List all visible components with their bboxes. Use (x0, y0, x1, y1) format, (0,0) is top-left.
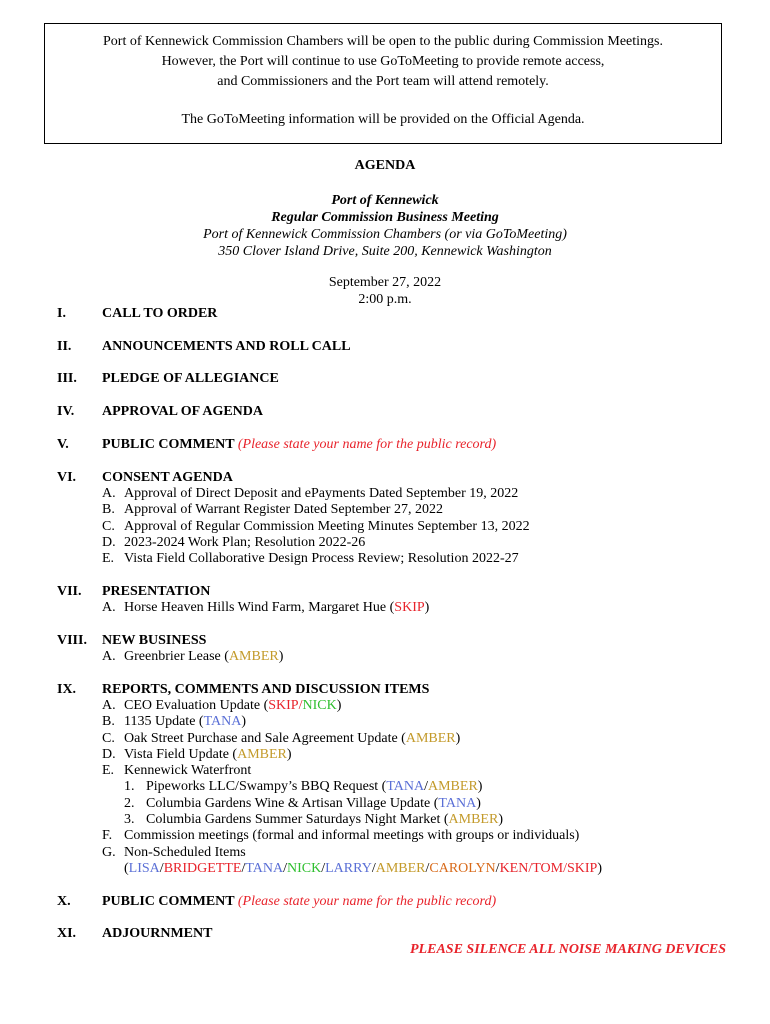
section-number: II. (57, 339, 72, 354)
section-number: V. (57, 437, 69, 452)
meeting-location: Port of Kennewick Commission Chambers (or via GoToMeeting) (203, 227, 567, 242)
list-item: B. Approval of Warrant Register Dated September 27, 2022 (102, 502, 443, 518)
list-item: G. Non-Scheduled Items (102, 844, 246, 860)
new-business-items (102, 649, 283, 665)
agenda-heading: AGENDA (354, 158, 416, 173)
section-title: CALL TO ORDER (102, 306, 218, 321)
notice-line-2: However, the Port will continue to use GoToMeeting to provide remote access, (161, 54, 605, 69)
list-item: B. 1135 Update (TANA) (102, 714, 247, 730)
list-item: 3. Columbia Gardens Summer Saturdays Night Market (AMBER) (124, 812, 503, 828)
section-number: IX. (57, 682, 77, 697)
list-item: D. Vista Field Update (AMBER) (102, 746, 292, 762)
section-title: ADJOURNMENT (102, 926, 213, 941)
section-title: NEW BUSINESS (102, 633, 207, 648)
meeting-date: September 27, 2022 (328, 275, 442, 290)
list-item: A. Greenbrier Lease (AMBER) (102, 649, 284, 664)
meeting-address: 350 Clover Island Drive, Suite 200, Kennewick Washington (218, 244, 552, 259)
list-item: C. Approval of Regular Commission Meeting Minutes September 13, 2022 (102, 518, 530, 534)
section-number: III. (57, 371, 77, 386)
section-title: PLEDGE OF ALLEGIANCE (102, 371, 279, 386)
section-title: CONSENT AGENDA (102, 470, 233, 485)
meeting-type: Regular Commission Business Meeting (271, 210, 499, 225)
section-title: REPORTS, COMMENTS AND DISCUSSION ITEMS (102, 682, 430, 697)
section-title-text: PUBLIC COMMENT (102, 894, 235, 909)
public-comment-note: (Please state your name for the public record) (237, 894, 497, 909)
section-title (102, 894, 496, 910)
list-item: 1. Pipeworks LLC/Swampy’s BBQ Request (TANA/AMBER) (124, 779, 483, 795)
tag-skip: SKIP (394, 600, 425, 615)
section-title-text: PUBLIC COMMENT (102, 437, 235, 452)
notice-line-1: Port of Kennewick Commission Chambers will be open to the public during Commission Meetings. (103, 34, 663, 49)
public-notice-box (44, 23, 722, 144)
list-item: E. Vista Field Collaborative Design Process Review; Resolution 2022-27 (102, 551, 519, 567)
org-name: Port of Kennewick (331, 193, 439, 208)
section-number: IV. (57, 404, 75, 419)
section-title (102, 437, 496, 453)
tag-amber: AMBER (228, 649, 279, 664)
public-comment-note: (Please state your name for the public record) (237, 437, 497, 452)
list-item-names: (LISA/BRIDGETTE/TANA/NICK/LARRY/AMBER/CAROLYN/KEN/TOM/SKIP) (124, 860, 603, 876)
section-title: ANNOUNCEMENTS AND ROLL CALL (102, 339, 351, 354)
list-item: D. 2023-2024 Work Plan; Resolution 2022-26 (102, 534, 366, 550)
presentation-items (102, 600, 429, 616)
section-title: PRESENTATION (102, 584, 211, 599)
silence-devices-notice: PLEASE SILENCE ALL NOISE MAKING DEVICES (410, 942, 726, 957)
section-number: XI. (57, 926, 77, 941)
section-number: VI. (57, 470, 77, 485)
section-number: VII. (57, 584, 82, 599)
list-item: A. Approval of Direct Deposit and ePayments Dated September 19, 2022 (102, 486, 519, 501)
meeting-time: 2:00 p.m. (358, 292, 412, 307)
list-item: 2. Columbia Gardens Wine & Artisan Village Update (TANA) (124, 795, 481, 811)
waterfront-subitems (102, 779, 602, 828)
reports-items (102, 698, 602, 877)
notice-line-4: The GoToMeeting information will be provided on the Official Agenda. (181, 112, 585, 127)
section-number: I. (57, 306, 66, 321)
list-item: F. Commission meetings (formal and informal meetings with groups or individuals) (102, 828, 580, 844)
consent-items (102, 486, 530, 567)
list-item: A. CEO Evaluation Update (SKIP/NICK) (102, 698, 342, 713)
notice-line-3: and Commissioners and the Port team will attend remotely. (217, 74, 549, 89)
section-number: VIII. (57, 633, 87, 648)
list-item: A. Horse Heaven Hills Wind Farm, Margaret Hue (SKIP) (102, 600, 430, 615)
section-title: APPROVAL OF AGENDA (102, 404, 264, 419)
section-number: X. (57, 894, 71, 909)
list-item: E. Kennewick Waterfront (102, 763, 252, 779)
meeting-datetime (0, 274, 770, 308)
meeting-info (0, 192, 770, 260)
list-item: C. Oak Street Purchase and Sale Agreement Update (AMBER) (102, 730, 461, 746)
